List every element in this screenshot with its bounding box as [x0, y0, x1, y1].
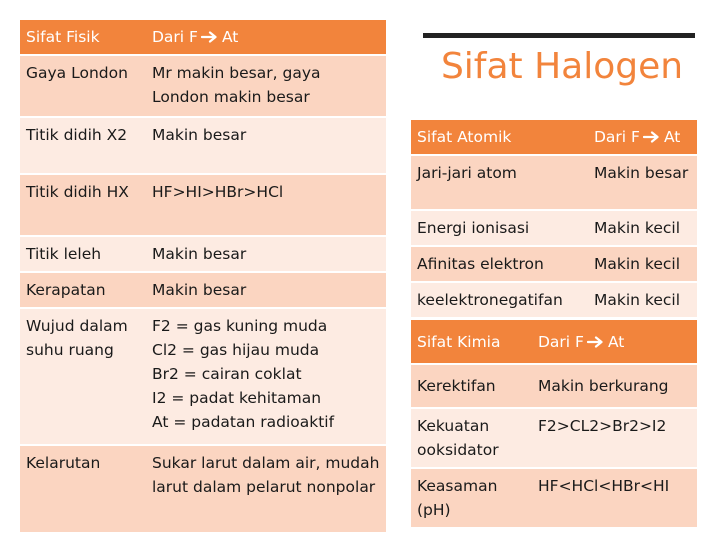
property-value: HF<HCl<HBr<HI — [532, 468, 697, 527]
property-value: Mr makin besar, gaya London makin besar — [146, 55, 386, 117]
physical-properties-table — [20, 20, 386, 532]
property-value: F2 = gas kuning muda Cl2 = gas hijau muda Br2 = cairan coklat I2 = padat kehitaman At = padatan radioaktif — [146, 308, 386, 445]
right-arrow-icon — [643, 131, 661, 143]
property-name: Jari-jari atom — [411, 155, 588, 210]
property-name: Kelarutan — [20, 445, 146, 532]
property-name: Afinitas elektron — [411, 246, 588, 282]
chemical-properties-table — [411, 320, 697, 527]
header-from-label: Dari F — [594, 128, 640, 146]
property-value: Makin besar — [146, 236, 386, 272]
header-cell — [588, 120, 697, 155]
header-cell — [146, 20, 386, 55]
slide-title: Sifat Halogen — [440, 46, 684, 87]
header-to-label: At — [663, 128, 681, 146]
header-cell: Sifat Kimia — [411, 320, 532, 364]
table-header-row — [411, 120, 697, 155]
table-row — [411, 246, 697, 282]
property-name: Keasaman (pH) — [411, 468, 532, 527]
property-name: Kerektifan — [411, 364, 532, 408]
header-cell: Sifat Fisik — [20, 20, 146, 55]
property-value: Makin besar — [146, 272, 386, 308]
property-value: Makin berkurang — [532, 364, 697, 408]
table-row — [20, 308, 386, 445]
property-name: Titik leleh — [20, 236, 146, 272]
table-row — [411, 408, 697, 468]
property-name: Gaya London — [20, 55, 146, 117]
property-name: keelektronegatifan — [411, 282, 588, 317]
title-rule — [423, 33, 695, 38]
property-value: Sukar larut dalam air, mudah larut dalam pelarut nonpolar — [146, 445, 386, 532]
table-row — [20, 117, 386, 174]
header-to-label: At — [607, 332, 625, 351]
atomic-properties-table — [411, 120, 697, 317]
property-name: Wujud dalam suhu ruang — [20, 308, 146, 445]
right-arrow-icon — [201, 31, 219, 43]
property-name: Kekuatan ooksidator — [411, 408, 532, 468]
property-value: F2>CL2>Br2>I2 — [532, 408, 697, 468]
right-arrow-icon — [587, 336, 605, 348]
table-header-row — [20, 20, 386, 55]
property-name: Kerapatan — [20, 272, 146, 308]
header-from-label: Dari F — [538, 332, 584, 351]
property-value: HF>HI>HBr>HCl — [146, 174, 386, 236]
header-to-label: At — [221, 28, 239, 46]
table-row — [20, 55, 386, 117]
table-row — [411, 364, 697, 408]
property-name: Titik didih X2 — [20, 117, 146, 174]
table-row — [411, 155, 697, 210]
property-value: Makin kecil — [588, 210, 697, 246]
property-value: Makin besar — [588, 155, 697, 210]
property-value: Makin kecil — [588, 246, 697, 282]
table-row — [20, 174, 386, 236]
property-value: Makin besar — [146, 117, 386, 174]
header-from-label: Dari F — [152, 28, 198, 46]
table-row — [20, 272, 386, 308]
table-row — [20, 236, 386, 272]
table-header-row — [411, 320, 697, 364]
table-row — [20, 445, 386, 532]
table-row — [411, 210, 697, 246]
property-name: Titik didih HX — [20, 174, 146, 236]
header-cell: Sifat Atomik — [411, 120, 588, 155]
header-cell — [532, 320, 697, 364]
table-row — [411, 282, 697, 317]
property-value: Makin kecil — [588, 282, 697, 317]
table-row — [411, 468, 697, 527]
property-name: Energi ionisasi — [411, 210, 588, 246]
